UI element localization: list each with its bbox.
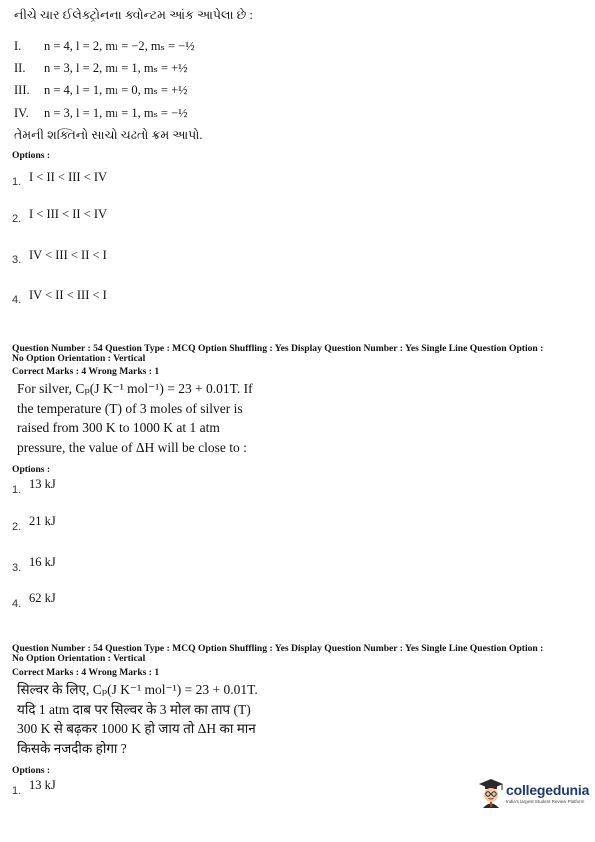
item-label: I.	[14, 39, 22, 53]
item-text: n = 3, l = 2, mₗ = 1, mₛ = +½	[44, 61, 188, 75]
item-label: IV.	[14, 106, 29, 120]
question-stem	[17, 680, 258, 758]
stem-line: pressure, the value of ΔH will be close to :	[17, 439, 247, 455]
question-stem	[17, 379, 253, 457]
options-label: Options :	[12, 150, 51, 161]
question-meta-line1: Question Number : 54 Question Type : MCQ Option Shuffling : Yes Display Question Number : Yes Single Line Question Option :	[12, 643, 544, 654]
option-text: I < II < III < IV	[29, 170, 108, 184]
option-text: 62 kJ	[29, 591, 56, 605]
stem-line: यदि 1 atm दाब पर सिल्वर के 3 मोल का ताप (T)	[17, 701, 251, 717]
quantum-item-2	[14, 59, 188, 77]
item-label: II.	[14, 61, 26, 75]
option-number: 1.	[12, 176, 22, 188]
question-closing: તેમની શક્તિનો સાચો ચઢતો ક્રમ આપો.	[14, 128, 203, 142]
item-text: n = 4, l = 1, mₗ = 0, mₛ = +½	[44, 83, 188, 97]
question-intro: નીચે ચાર ઈલેક્ટ્રોનના ક્વોન્ટમ આંક આપેલા છે :	[14, 8, 253, 22]
item-text: n = 3, l = 1, mₗ = 1, mₛ = −½	[44, 106, 188, 120]
option-number: 4.	[12, 598, 22, 610]
option-number: 2.	[12, 213, 22, 225]
options-label: Options :	[12, 765, 51, 776]
option-text: 13 kJ	[29, 477, 56, 491]
stem-line: For silver, Cₚ(J K⁻¹ mol⁻¹) = 23 + 0.01T. If	[17, 381, 253, 396]
option-number: 1.	[12, 785, 22, 797]
question-meta-line2: No Option Orientation : Vertical	[12, 353, 146, 364]
item-text: n = 4, l = 2, mₗ = −2, mₛ = −½	[44, 39, 195, 53]
mascot-icon	[478, 778, 504, 808]
question-meta-line1: Question Number : 54 Question Type : MCQ Option Shuffling : Yes Display Question Number : Yes Single Line Question Option :	[12, 343, 544, 354]
option-number: 3.	[12, 562, 22, 574]
item-label: III.	[14, 83, 30, 97]
option-number: 2.	[12, 521, 22, 533]
quantum-item-1	[14, 37, 195, 55]
quantum-item-4	[14, 104, 188, 122]
logo-tagline: India's largest Student Review Platform	[506, 799, 585, 804]
logo-title: collegedunia	[506, 782, 590, 798]
option-number: 3.	[12, 254, 22, 266]
collegedunia-logo	[478, 778, 589, 808]
stem-line: 300 K से बढ़कर 1000 K हो जाय तो ΔH का मान	[17, 721, 256, 737]
option-text: 21 kJ	[29, 514, 56, 528]
option-text: 13 kJ	[29, 778, 56, 792]
marks-line: Correct Marks : 4 Wrong Marks : 1	[12, 366, 160, 377]
option-text: IV < III < II < I	[29, 248, 107, 262]
stem-line: सिल्वर के लिए, Cₚ(J K⁻¹ mol⁻¹) = 23 + 0.01T.	[17, 682, 258, 697]
option-text: I < III < II < IV	[29, 207, 108, 221]
option-text: IV < II < III < I	[29, 288, 107, 302]
marks-line: Correct Marks : 4 Wrong Marks : 1	[12, 667, 160, 678]
option-text: 16 kJ	[29, 555, 56, 569]
question-meta-line2: No Option Orientation : Vertical	[12, 653, 146, 664]
stem-line: किसके नजदीक होगा ?	[17, 740, 127, 756]
stem-line: the temperature (T) of 3 moles of silver is	[17, 400, 243, 416]
quantum-item-3	[14, 81, 188, 99]
options-label: Options :	[12, 464, 51, 475]
stem-line: raised from 300 K to 1000 K at 1 atm	[17, 420, 220, 436]
option-number: 4.	[12, 294, 22, 306]
option-number: 1.	[12, 484, 22, 496]
